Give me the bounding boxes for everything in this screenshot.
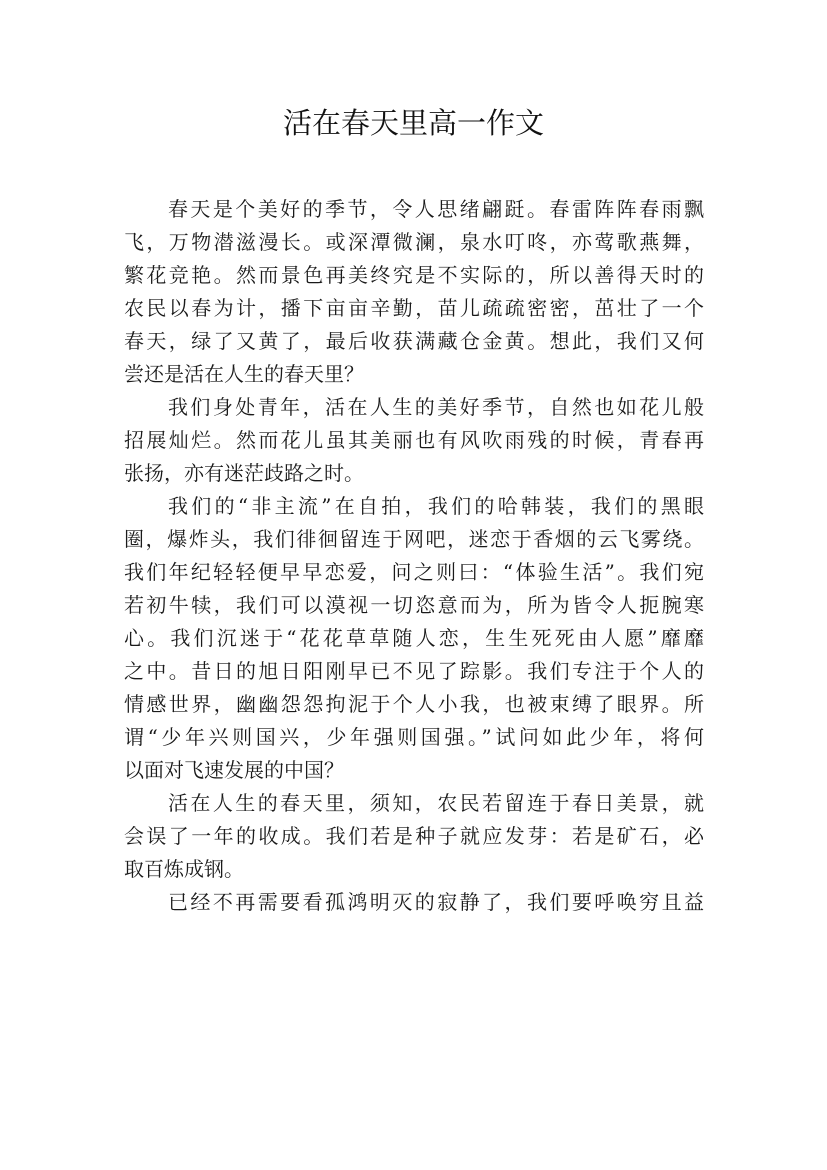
paragraph-line: 活在人生的春天里，须知，农民若留连于春日美景，就 bbox=[168, 791, 704, 815]
document-body bbox=[124, 193, 704, 919]
paragraph-line: 春天是个美好的季节，令人思绪翩跹。春雷阵阵春雨飘 bbox=[168, 197, 704, 221]
paragraph-line: 我们的“非主流”在自拍，我们的哈韩装，我们的黑眼 bbox=[168, 494, 704, 518]
paragraph-line: 谓“少年兴则国兴，少年强则国强。”试问如此少年，将何 bbox=[124, 725, 704, 749]
paragraph-line: 我们年纪轻轻便早早恋爱，问之则曰：“体验生活”。我们宛 bbox=[124, 560, 704, 584]
paragraph-line: 尝还是活在人生的春天里？ bbox=[124, 362, 364, 386]
paragraph-line: 心。我们沉迷于“花花草草随人恋，生生死死由人愿”靡靡 bbox=[124, 626, 704, 650]
paragraph-line: 之中。昔日的旭日阳刚早已不见了踪影。我们专注于个人的 bbox=[124, 659, 704, 683]
paragraph-line: 圈，爆炸头，我们徘徊留连于网吧，迷恋于香烟的云飞雾绕。 bbox=[124, 527, 704, 551]
paragraph-line: 取百炼成钢。 bbox=[124, 857, 244, 881]
paragraph-line: 以面对飞速发展的中国？ bbox=[124, 758, 344, 782]
paragraph-line: 繁花竞艳。然而景色再美终究是不实际的，所以善得天时的 bbox=[124, 263, 704, 287]
paragraph-line: 若初牛犊，我们可以漠视一切恣意而为，所为皆令人扼腕寒 bbox=[124, 593, 704, 617]
paragraph-line: 张扬，亦有迷茫歧路之时。 bbox=[124, 461, 364, 485]
paragraph-line: 已经不再需要看孤鸿明灭的寂静了，我们要呼唤穷且益 bbox=[168, 890, 704, 914]
paragraph-line: 招展灿烂。然而花儿虽其美丽也有风吹雨残的时候，青春再 bbox=[124, 428, 704, 452]
paragraph-line: 春天，绿了又黄了，最后收获满藏仓金黄。想此，我们又何 bbox=[124, 329, 704, 353]
paragraph-line: 我们身处青年，活在人生的美好季节，自然也如花儿般 bbox=[168, 395, 704, 419]
paragraph-line: 农民以春为计，播下亩亩辛勤，苗儿疏疏密密，茁壮了一个 bbox=[124, 296, 704, 320]
document-title: 活在春天里高一作文 bbox=[282, 106, 544, 140]
paragraph-line: 情感世界，幽幽怨怨拘泥于个人小我，也被束缚了眼界。所 bbox=[124, 692, 704, 716]
paragraph-line: 会误了一年的收成。我们若是种子就应发芽：若是矿石，必 bbox=[124, 824, 704, 848]
paragraph-line: 飞，万物潜滋漫长。或深潭微澜，泉水叮咚，亦莺歌燕舞， bbox=[124, 230, 704, 254]
